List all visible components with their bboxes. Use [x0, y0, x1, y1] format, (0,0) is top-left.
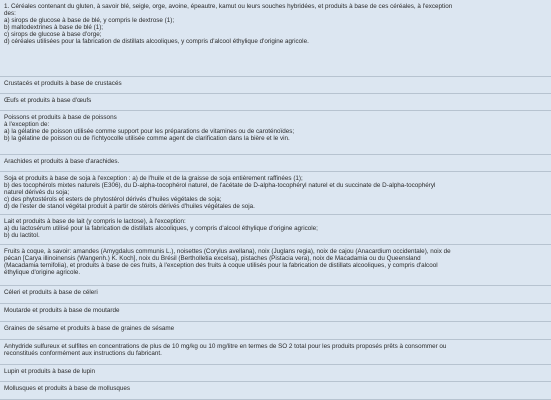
row-text-line: Mollusques et produits à base de mollusques [4, 385, 131, 392]
row-text-line: Graines de sésame et produits à base de graines de sésame [4, 325, 175, 332]
row-text-line: Lait et produits à base de lait (y compris le lactose), à l'exception: [4, 218, 186, 225]
row-text-line: à l'exception de: [4, 121, 50, 129]
row-text-line: reconstitués conformément aux instructions du fabricant. [4, 350, 162, 358]
row-text-line: des: [4, 10, 16, 18]
row-text-line: d) céréales utilisées pour la fabrication de distillats alcooliques, y compris d'alcool éthylique d'origine agricole. [4, 38, 309, 46]
table-row-sesame [0, 322, 551, 340]
row-text-line: naturel dérivés du soja; [4, 189, 70, 197]
table-row-milk [0, 215, 551, 245]
row-text-line: Crustacés et produits à base de crustacés [4, 80, 122, 87]
row-text-line: (Macadamia ternifolia), et produits à base de ces fruits, à l'exception des fruits à coque utilisés pour la fabrication de distillats alcooliques, y compris d'alcool [4, 262, 438, 270]
table-row-eggs [0, 94, 551, 111]
table-row-molluscs [0, 382, 551, 400]
row-text-line: Arachides et produits à base d'arachides. [4, 158, 120, 165]
table-row-lupin [0, 365, 551, 382]
row-text-line: a) la gélatine de poisson utilisée comme support pour les préparations de vitamines ou de caroténoïdes; [4, 128, 295, 136]
table-row-celery [0, 286, 551, 304]
row-text-line: c) des phytostérols et esters de phytostérol dérivés d'huiles végétales de soja; [4, 196, 222, 204]
row-text-line: b) des tocophérols mixtes naturels (E306), du D-alpha-tocophérol naturel, de l'acétate de D-alpha-tocophéryl naturel et du succinate de D-alpha-tocophéryl [4, 182, 436, 190]
table-row-peanuts [0, 155, 551, 172]
table-row-sulphites [0, 340, 551, 365]
row-text-line: Céleri et produits à base de céleri [4, 289, 98, 296]
row-text-line: 1. Céréales contenant du gluten, à savoir blé, seigle, orge, avoine, épeautre, kamut ou leurs souches hybridées, et produits à base de ces céréales, à l'exception [4, 3, 453, 10]
row-text-line: c) sirops de glucose à base d'orge; [4, 31, 102, 39]
row-text-line: b) la gélatine de poisson ou de l'ichtyocolle utilisée comme agent de clarification dans la bière et le vin. [4, 135, 290, 143]
table-row-gluten [0, 0, 551, 77]
row-text-line: Poissons et produits à base de poissons [4, 114, 117, 121]
row-text-line: Œufs et produits à base d'œufs [4, 97, 92, 104]
row-text-line: b) maltodextrines à base de blé (1); [4, 24, 104, 32]
row-text-line: Soja et produits à base de soja à l'exception : a) de l'huile et de la graisse de soja entièrement raffinées (1); [4, 175, 303, 182]
row-text-line: pécan [Carya illinoinensis (Wangenh.) K. Koch], noix du Brésil (Bertholletia excelsa), pistaches (Pistacia vera), noix de Macadamia ou du Queensland [4, 255, 421, 263]
row-text-line: d) de l'ester de stanol végétal produit à partir de stérols dérivés d'huiles végétales de soja. [4, 203, 255, 211]
table-row-soy [0, 172, 551, 215]
row-text-line: Moutarde et produits à base de moutarde [4, 307, 120, 314]
row-text-line: Anhydride sulfureux et sulfites en concentrations de plus de 10 mg/kg ou 10 mg/litre en termes de SO 2 total pour les produits proposés prêts à consommer ou [4, 343, 447, 350]
table-row-nuts [0, 245, 551, 286]
row-text-line: b) du lactitol. [4, 232, 40, 240]
row-text-line: Lupin et produits à base de lupin [4, 368, 96, 375]
row-text-line: a) du lactosérum utilisé pour la fabrication de distillats alcooliques, y compris d'alcool éthylique d'origine agricole; [4, 225, 318, 233]
row-text-line: Fruits à coque, à savoir: amandes (Amygdalus communis L.), noisettes (Corylus avellana), noix (Juglans regia), noix de cajou (Anacardium occidentale), noix de [4, 248, 451, 255]
row-text-line: éthylique d'origine agricole. [4, 269, 81, 277]
table-row-crustaceans [0, 77, 551, 94]
table-row-mustard [0, 304, 551, 322]
table-row-fish [0, 111, 551, 155]
row-text-line: a) sirops de glucose à base de blé, y compris le dextrose (1); [4, 17, 175, 25]
